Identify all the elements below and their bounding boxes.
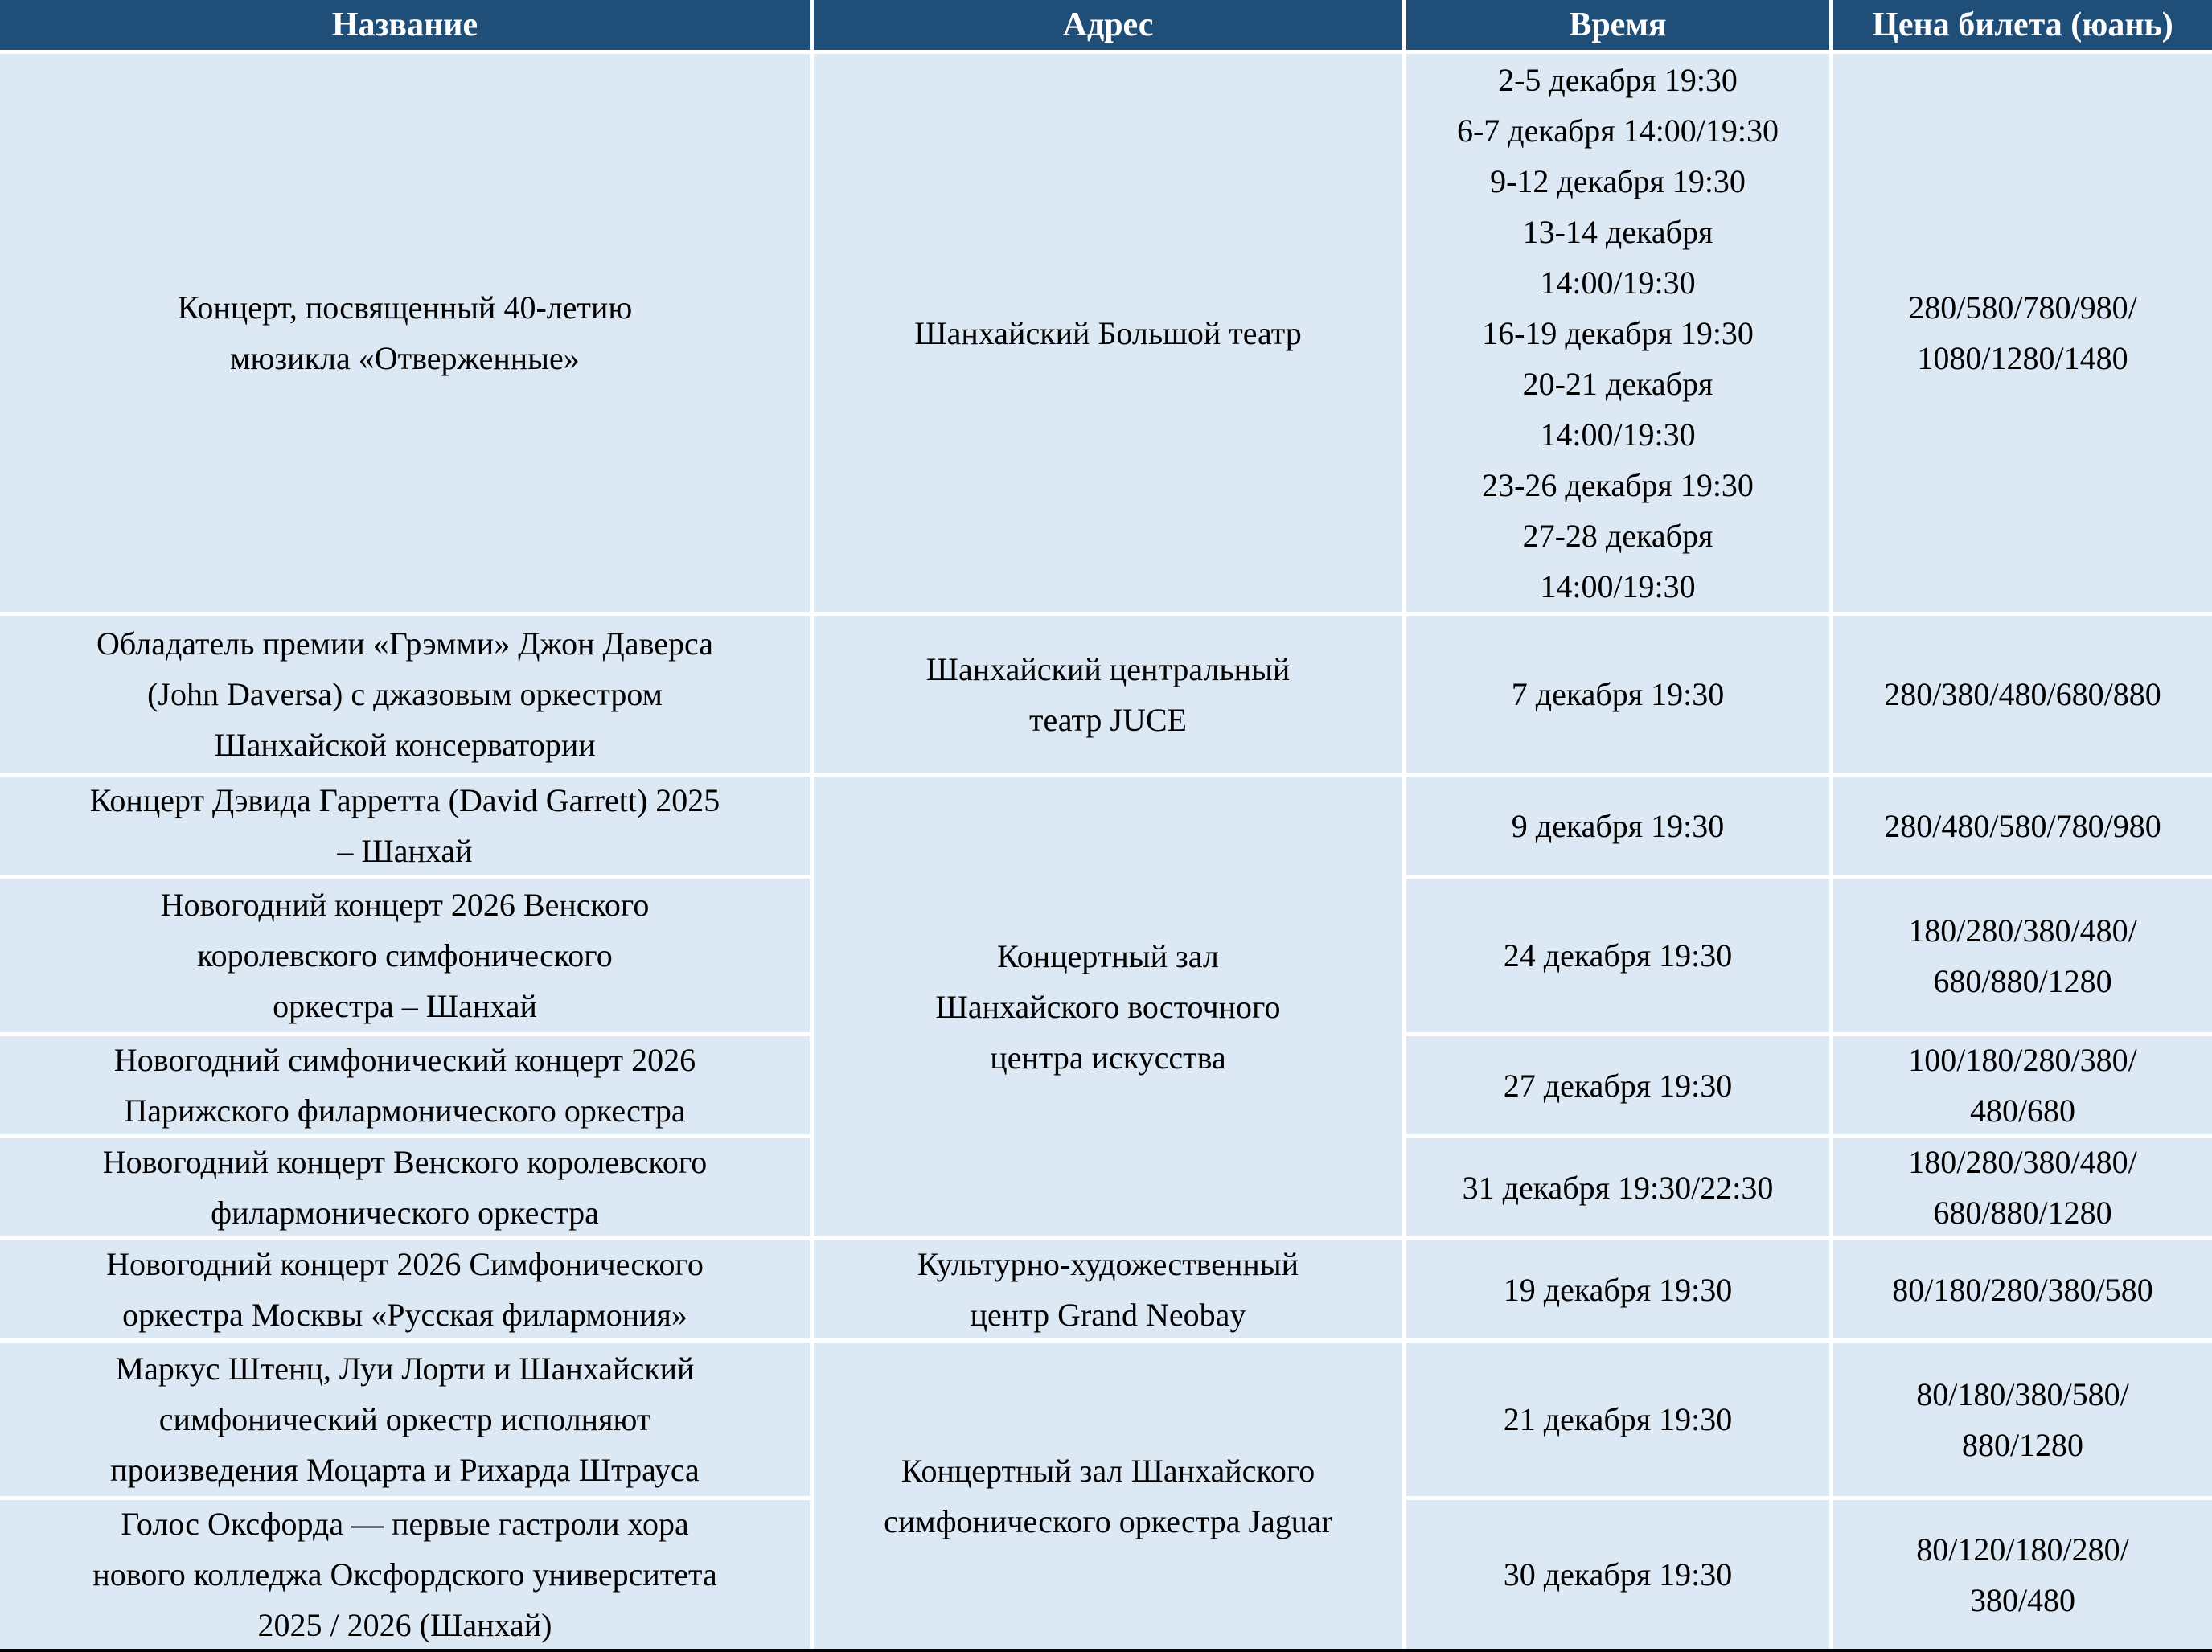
header-col-address: Адрес <box>814 0 1402 50</box>
cell-price-row6 <box>1833 1138 2212 1236</box>
time-text-line: 24 декабря 19:30 <box>1503 937 1733 974</box>
name-text-line: королевского симфонического <box>197 937 613 974</box>
price-text-line: 280/380/480/680/880 <box>1884 676 2161 712</box>
name-text-line: симфонический оркестр исполняют <box>158 1401 651 1437</box>
price-text-line: 280/580/780/980/ <box>1908 289 2137 326</box>
time-text-line: 14:00/19:30 <box>1540 568 1696 605</box>
time-text-line: 27 декабря 19:30 <box>1503 1067 1733 1104</box>
price-text-line: 380/480 <box>1969 1581 2076 1618</box>
time-text-line: 13-14 декабря <box>1522 213 1713 250</box>
cell-address-row1 <box>814 54 1402 612</box>
address-text-line: Шанхайского восточного <box>935 988 1281 1025</box>
cell-price-row1 <box>1833 54 2212 612</box>
price-text-line: 80/180/380/580/ <box>1916 1375 2129 1412</box>
time-text-line: 16-19 декабря 19:30 <box>1482 314 1754 351</box>
cell-price-row8 <box>1833 1343 2212 1496</box>
name-text-line: оркестра – Шанхай <box>273 988 537 1024</box>
time-text-line: 9 декабря 19:30 <box>1511 807 1725 844</box>
time-text-line: 7 декабря 19:30 <box>1511 676 1725 712</box>
cell-name-row9 <box>0 1500 810 1649</box>
price-text-line: 280/480/580/780/980 <box>1884 807 2161 844</box>
cell-address-row8 <box>814 1343 1402 1649</box>
time-text-line: 14:00/19:30 <box>1540 264 1696 301</box>
time-text-line: 19 декабря 19:30 <box>1503 1271 1733 1308</box>
cell-address-row2 <box>814 616 1402 773</box>
name-text-line: оркестра Москвы «Русская филармония» <box>122 1297 687 1333</box>
name-text-line: филармонического оркестра <box>211 1195 599 1231</box>
cell-name-row6 <box>0 1138 810 1236</box>
address-text-line: Шанхайский центральный <box>925 650 1291 687</box>
cell-name-row1 <box>0 54 810 612</box>
cell-price-row4 <box>1833 879 2212 1032</box>
cell-name-row7 <box>0 1240 810 1338</box>
cell-price-row5 <box>1833 1036 2212 1134</box>
address-text-line: Культурно-художественный <box>917 1246 1299 1282</box>
cell-name-row5 <box>0 1036 810 1134</box>
cell-name-row3 <box>0 777 810 875</box>
price-text-line: 680/880/1280 <box>1933 962 2112 999</box>
name-text-line: Шанхайской консерватории <box>214 727 596 763</box>
name-text-line: Новогодний концерт 2026 Симфонического <box>106 1246 704 1282</box>
name-text-line: 2025 / 2026 (Шанхай) <box>257 1607 552 1643</box>
time-text-line: 31 декабря 19:30/22:30 <box>1462 1169 1774 1206</box>
cell-name-row2 <box>0 616 810 773</box>
cell-time-row9 <box>1406 1500 1829 1649</box>
address-text-line: центра искусства <box>990 1039 1226 1076</box>
cell-time-row1 <box>1406 54 1829 612</box>
cell-name-row4 <box>0 879 810 1032</box>
name-text-line: нового колледжа Оксфордского университета <box>92 1556 717 1593</box>
cell-time-row6 <box>1406 1138 1829 1236</box>
cell-address-row7 <box>814 1240 1402 1338</box>
address-text-line: Шанхайский Большой театр <box>914 314 1302 351</box>
price-text-line: 100/180/280/380/ <box>1908 1042 2137 1078</box>
name-text-line: Новогодний концерт 2026 Венского <box>160 887 650 923</box>
price-text-line: 80/120/180/280/ <box>1916 1531 2129 1568</box>
cell-time-row8 <box>1406 1343 1829 1496</box>
price-text-line: 80/180/280/380/580 <box>1892 1271 2153 1308</box>
table-bottom-border <box>0 1649 2212 1652</box>
name-text-line: – Шанхай <box>337 833 473 869</box>
cell-time-row2 <box>1406 616 1829 773</box>
time-text-line: 9-12 декабря 19:30 <box>1490 162 1746 199</box>
cell-price-row9 <box>1833 1500 2212 1649</box>
name-text-line: Концерт Дэвида Гарретта (David Garrett) 2025 <box>89 782 720 818</box>
cell-price-row7 <box>1833 1240 2212 1338</box>
header-col-time: Время <box>1406 0 1829 50</box>
price-text-line: 1080/1280/1480 <box>1917 340 2128 376</box>
name-text-line: произведения Моцарта и Рихарда Штрауса <box>110 1452 700 1488</box>
time-text-line: 14:00/19:30 <box>1540 416 1696 453</box>
time-text-line: 2-5 декабря 19:30 <box>1498 61 1738 98</box>
time-text-line: 27-28 декабря <box>1522 517 1713 554</box>
time-text-line: 20-21 декабря <box>1522 365 1713 402</box>
price-text-line: 480/680 <box>1969 1092 2076 1129</box>
name-text-line: Парижского филармонического оркестра <box>124 1092 686 1129</box>
cell-price-row3 <box>1833 777 2212 875</box>
name-text-line: Маркус Штенц, Луи Лорти и Шанхайский <box>115 1351 695 1387</box>
header-col-price: Цена билета (юань) <box>1833 0 2212 50</box>
time-text-line: 23-26 декабря 19:30 <box>1482 466 1754 503</box>
header-col-name: Название <box>0 0 810 50</box>
name-text-line: (John Daversa) с джазовым оркестром <box>147 676 663 712</box>
price-text-line: 680/880/1280 <box>1933 1195 2112 1231</box>
cell-name-row8 <box>0 1343 810 1496</box>
name-text-line: мюзикла «Отверженные» <box>230 340 580 376</box>
price-text-line: 180/280/380/480/ <box>1908 912 2137 949</box>
name-text-line: Голос Оксфорда — первые гастроли хора <box>121 1506 689 1542</box>
cell-time-row5 <box>1406 1036 1829 1134</box>
cell-time-row3 <box>1406 777 1829 875</box>
time-text-line: 30 декабря 19:30 <box>1503 1556 1733 1593</box>
address-text-line: Концертный зал Шанхайского <box>901 1452 1315 1489</box>
name-text-line: Новогодний концерт Венского королевского <box>102 1144 708 1180</box>
address-text-line: Концертный зал <box>997 937 1219 974</box>
name-text-line: Обладатель премии «Грэмми» Джон Даверса <box>96 625 713 662</box>
address-text-line: центр Grand Neobay <box>970 1297 1246 1333</box>
address-text-line: симфонического оркестра Jaguar <box>884 1502 1332 1539</box>
address-text-line: театр JUCE <box>1029 701 1187 738</box>
time-text-line: 21 декабря 19:30 <box>1503 1401 1733 1437</box>
name-text-line: Новогодний симфонический концерт 2026 <box>113 1042 696 1078</box>
time-text-line: 6-7 декабря 14:00/19:30 <box>1456 112 1779 149</box>
price-text-line: 880/1280 <box>1961 1426 2084 1463</box>
cell-address-row3 <box>814 777 1402 1236</box>
cell-price-row2 <box>1833 616 2212 773</box>
cell-time-row7 <box>1406 1240 1829 1338</box>
price-text-line: 180/280/380/480/ <box>1908 1144 2137 1180</box>
cell-time-row4 <box>1406 879 1829 1032</box>
name-text-line: Концерт, посвященный 40-летию <box>177 289 633 326</box>
